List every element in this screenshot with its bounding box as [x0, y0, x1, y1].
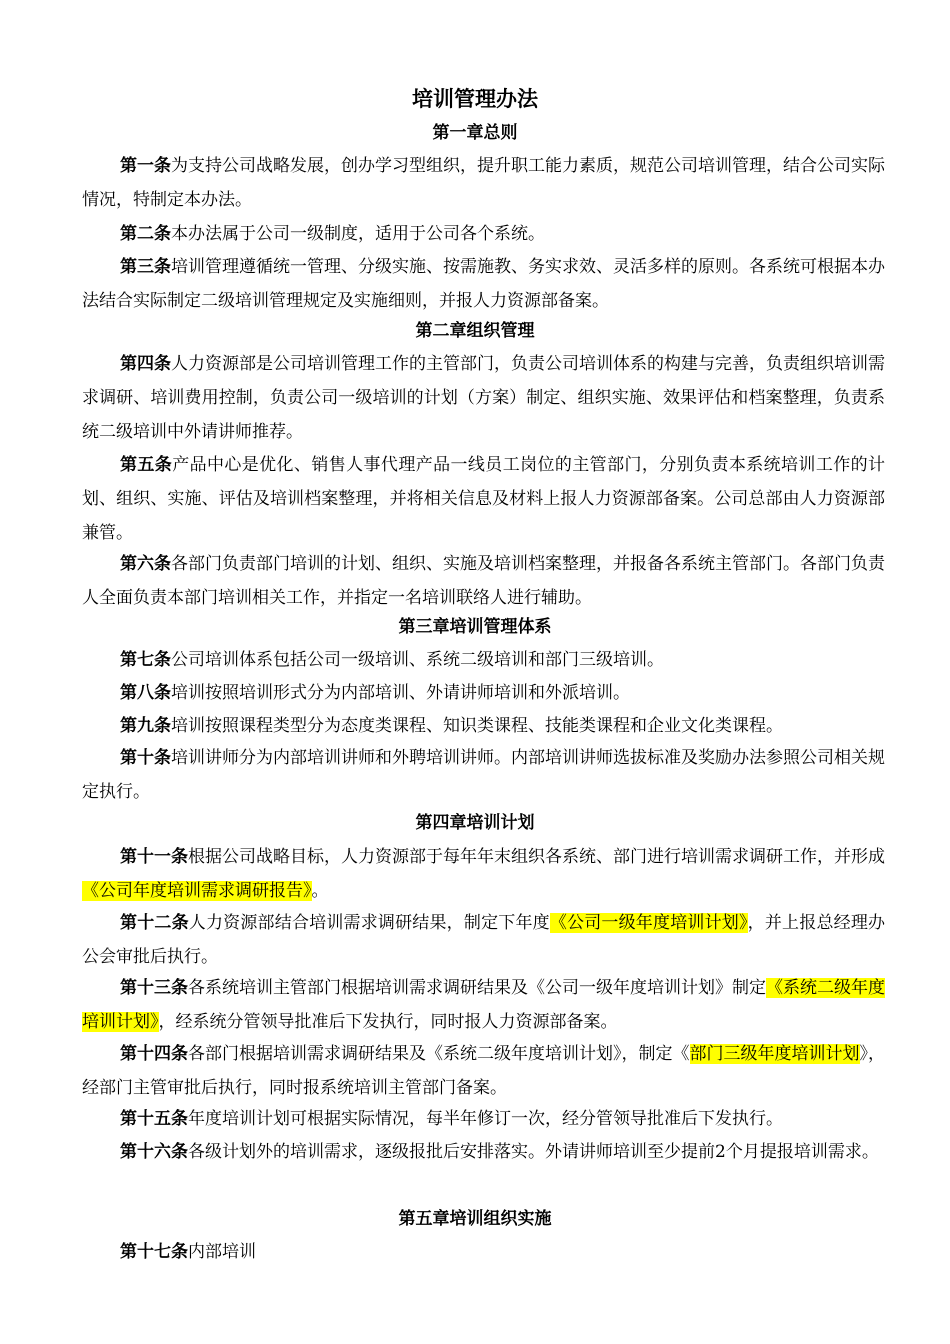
- article-text: 培训管理遵循统一管理、分级实施、按需施教、务实求效、灵活多样的原则。各系统可根据本办法结合实际制定二级培训管理规定及实施细则，并报人力资源部备案。: [82, 257, 885, 311]
- article-label: 第四条: [120, 354, 171, 374]
- article-12: [82, 906, 885, 974]
- article-text: 公司培训体系包括公司一级培训、系统二级培训和部门三级培训。: [171, 650, 664, 670]
- article-label: 第二条: [120, 224, 171, 244]
- article-text: 》，经部门主管审批后执行，同时报系统培训主管部门备案。: [82, 1044, 885, 1098]
- article-label: 第十五条: [120, 1109, 188, 1129]
- chapter-heading-5: 第五章培训组织实施: [398, 1209, 552, 1229]
- article-11: [82, 840, 885, 908]
- article-label: 第六条: [120, 554, 171, 574]
- article-text: 各系统培训主管部门根据培训需求调研结果及《公司一级年度培训计划》制定: [188, 978, 766, 998]
- article-label: 第十一条: [120, 847, 188, 867]
- highlighted-document-title: 部门三级年度培训计划: [689, 1044, 860, 1064]
- article-text: 各级计划外的培训需求，逐级报批后安排落实。外请讲师培训至少提前2个月提报培训需求。: [188, 1142, 879, 1162]
- article-1: [82, 149, 885, 217]
- article-label: 第七条: [120, 650, 171, 670]
- article-label: 第十七条: [120, 1242, 188, 1262]
- article-2: [82, 217, 885, 251]
- article-text: 。: [311, 881, 329, 901]
- article-text: 内部培训: [188, 1242, 256, 1262]
- article-label: 第九条: [120, 716, 171, 736]
- article-text: ，经系统分管领导批准后下发执行，同时报人力资源部备案。: [158, 1012, 618, 1032]
- article-label: 第十六条: [120, 1142, 188, 1162]
- article-label: 第五条: [120, 455, 173, 475]
- article-15: [82, 1102, 885, 1136]
- article-label: 第八条: [120, 683, 171, 703]
- article-9: [82, 709, 885, 743]
- article-label: 第一条: [120, 156, 171, 176]
- article-text: 各部门负责部门培训的计划、组织、实施及培训档案整理，并报备各系统主管部门。各部门负责人全面负责本部门培训相关工作，并指定一名培训联络人进行辅助。: [82, 554, 885, 608]
- article-label: 第十四条: [120, 1044, 188, 1064]
- article-text: 人力资源部是公司培训管理工作的主管部门，负责公司培训体系的构建与完善，负责组织培训需求调研、培训费用控制，负责公司一级培训的计划（方案）制定、组织实施、效果评估和档案整理，负责系统二级培训中外请讲师推荐。: [82, 354, 885, 442]
- article-text: 培训讲师分为内部培训讲师和外聘培训讲师。内部培训讲师选拔标准及奖励办法参照公司相关规定执行。: [82, 748, 885, 802]
- article-label: 第十二条: [120, 913, 189, 933]
- article-14: [82, 1037, 885, 1105]
- article-8: [82, 676, 885, 710]
- article-label: 第三条: [120, 257, 171, 277]
- article-5: [82, 448, 885, 550]
- article-3: [82, 250, 885, 318]
- document-title: 培训管理办法: [412, 87, 538, 111]
- chapter-heading-4: 第四章培训计划: [415, 813, 535, 833]
- article-text: 年度培训计划可根据实际情况，每半年修订一次，经分管领导批准后下发执行。: [188, 1109, 783, 1129]
- chapter-heading-3: 第三章培训管理体系: [398, 617, 552, 637]
- article-text: 人力资源部结合培训需求调研结果，制定下年度: [188, 913, 550, 933]
- article-text: 为支持公司战略发展，创办学习型组织，提升职工能力素质，规范公司培训管理，结合公司实际情况，特制定本办法。: [82, 156, 885, 210]
- article-text: 产品中心是优化、销售人事代理产品一线员工岗位的主管部门，分别负责本系统培训工作的计划、组织、实施、评估及培训档案整理，并将相关信息及材料上报人力资源部备案。公司总部由人力资源部兼管。: [82, 455, 885, 543]
- article-6: [82, 547, 885, 615]
- article-text: 根据公司战略目标，人力资源部于每年年末组织各系统、部门进行培训需求调研工作，并形成: [188, 847, 885, 867]
- article-text: 各部门根据培训需求调研结果及《系统二级年度培训计划》，制定《: [188, 1044, 690, 1064]
- article-label: 第十三条: [120, 978, 188, 998]
- article-16: [82, 1135, 885, 1169]
- article-10: [82, 741, 885, 809]
- article-7: [82, 643, 885, 677]
- chapter-heading-2: 第二章组织管理: [415, 321, 535, 341]
- highlighted-document-title: 《系统二级年度培训计划》: [82, 978, 885, 1032]
- article-17: [82, 1235, 885, 1269]
- article-text: 培训按照培训形式分为内部培训、外请讲师培训和外派培训。: [171, 683, 630, 703]
- article-label: 第十条: [120, 748, 171, 768]
- article-text: 培训按照课程类型分为态度类课程、知识类课程、技能类课程和企业文化类课程。: [171, 716, 783, 736]
- article-13: [82, 971, 885, 1039]
- highlighted-document-title: 《公司年度培训需求调研报告》: [82, 881, 312, 901]
- chapter-heading-1: 第一章总则: [432, 123, 518, 143]
- highlighted-document-title: 《公司一级年度培训计划》: [549, 913, 748, 933]
- article-text: ，并上报总经理办公会审批后执行。: [82, 913, 886, 967]
- article-text: 本办法属于公司一级制度，适用于公司各个系统。: [171, 224, 545, 244]
- article-4: [82, 347, 885, 449]
